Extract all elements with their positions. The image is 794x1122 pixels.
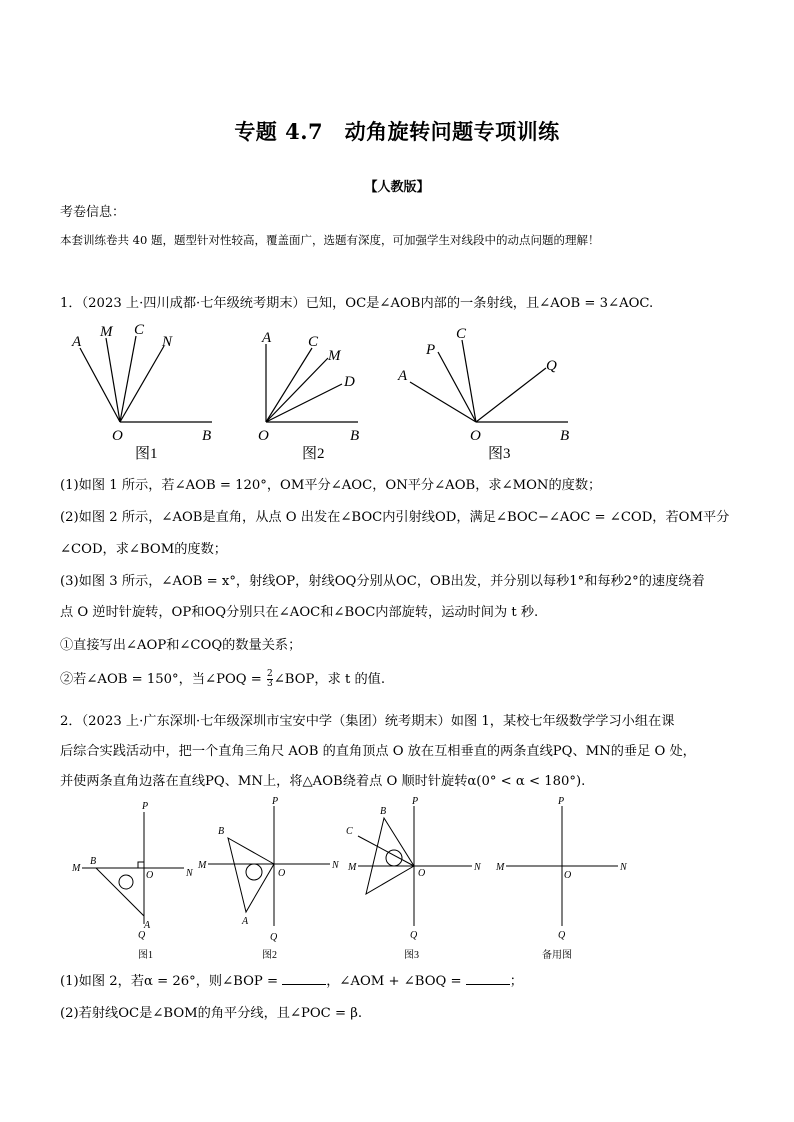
q2f3-label-m: M xyxy=(348,862,357,873)
q1f1-label-m: M xyxy=(100,324,113,340)
q2-figure-3 xyxy=(344,798,494,968)
q1f3-label-b: B xyxy=(560,428,570,444)
q2f2-label-o: O xyxy=(278,868,286,879)
question-1-stem: 1．（2023 上·四川成都·七年级统考期末）已知，OC是∠AOB内部的一条射线，且∠AOB = 3∠AOC. xyxy=(60,296,654,311)
q2f4-label-o: O xyxy=(564,870,572,881)
q1f1-label-b: B xyxy=(202,428,212,444)
answer-blank-1[interactable] xyxy=(282,972,326,985)
q2f2-label-q: Q xyxy=(270,932,278,943)
q1f2-label-a: A xyxy=(262,330,272,346)
q2f2-label-m: M xyxy=(198,860,207,871)
q2-part-1 xyxy=(60,972,523,992)
q2f2-label-a: A xyxy=(242,916,249,927)
q2f1-label-m: M xyxy=(72,863,81,874)
q2f3-caption: 图3 xyxy=(404,950,419,961)
q1-figure-1 xyxy=(60,318,230,462)
edition-label: 【人教版】 xyxy=(364,180,430,195)
q2-figure-backup xyxy=(494,798,634,968)
q2-part-1-middle: ，∠AOM + ∠BOQ = xyxy=(326,974,466,989)
q1f1-label-c: C xyxy=(134,322,145,338)
q2f1-label-q: Q xyxy=(138,930,146,941)
question-2-stem-line-2: 后综合实践活动中，把一个直角三角尺 AOB 的直角顶点 O 放在互相垂直的两条直线PQ、MN的垂足 O 处， xyxy=(60,744,696,759)
q2f2-label-p: P xyxy=(272,796,279,807)
q1f2-label-b: B xyxy=(350,428,360,444)
q2f2-label-n: N xyxy=(332,860,339,871)
q2f4-label-q: Q xyxy=(558,930,566,941)
q2-figure-2 xyxy=(196,798,346,968)
q1-part-1: (1)如图 1 所示，若∠AOB = 120°，OM平分∠AOC，ON平分∠AOB，求∠MON的度数； xyxy=(60,478,602,493)
q1-sub-2-suffix: ∠BOP，求 t 的值. xyxy=(273,672,386,687)
exam-info-label: 考卷信息： xyxy=(60,205,126,220)
q2-figure-1 xyxy=(68,798,198,968)
q2f4-caption: 备用图 xyxy=(542,950,572,961)
q1f1-caption: 图1 xyxy=(135,446,158,462)
q1f2-label-c: C xyxy=(308,334,319,350)
fraction-two-thirds xyxy=(267,670,273,689)
q2f3-label-c: C xyxy=(346,826,353,837)
question-2-stem-line-1: 2．（2023 上·广东深圳·七年级深圳市宝安中学（集团）统考期末）如图 1，某校七年级数学学习小组在课 xyxy=(60,714,675,729)
q1-part-2-line-1: (2)如图 2 所示，∠AOB是直角，从点 O 出发在∠BOC内引射线OD，满足∠BOC−∠AOC = ∠COD，若OM平分 xyxy=(60,510,730,525)
q1f1-label-n: N xyxy=(162,334,173,350)
q2f1-label-b: B xyxy=(90,856,97,867)
q1f3-label-q: Q xyxy=(546,358,557,374)
q2f4-label-n: N xyxy=(620,862,627,873)
q1-figure-2 xyxy=(250,318,380,462)
q2f1-caption: 图1 xyxy=(138,950,153,961)
q1-part-3-line-1: (3)如图 3 所示，∠AOB = x°，射线OP，射线OQ分别从OC，OB出发，并分别以每秒1°和每秒2°的速度绕着 xyxy=(60,574,705,589)
q1f3-caption: 图3 xyxy=(488,446,511,462)
q1f3-label-p: P xyxy=(426,342,436,358)
q1f2-label-o: O xyxy=(258,428,269,444)
q2f2-caption: 图2 xyxy=(262,950,277,961)
q1-part-2-line-2: ∠COD，求∠BOM的度数； xyxy=(60,542,227,557)
q2f4-label-p: P xyxy=(558,796,565,807)
q2f1-label-n: N xyxy=(186,868,193,879)
q1-sub-2-prefix: ②若∠AOB = 150°，当∠POQ = xyxy=(60,672,267,687)
exam-info-text: 本套训练卷共 40 题，题型针对性较高，覆盖面广，选题有深度，可加强学生对线段中的动点问题的理解！ xyxy=(60,233,600,247)
q1f3-label-c: C xyxy=(456,326,467,342)
q1f2-label-d: D xyxy=(344,374,355,390)
question-2-stem-line-3: 并使两条直角边落在直线PQ、MN上，将△AOB绕着点 O 顺时针旋转α(0° < α < 180°). xyxy=(60,774,586,789)
q1-part-3-line-2: 点 O 逆时针旋转，OP和OQ分别只在∠AOC和∠BOC内部旋转，运动时间为 t 秒. xyxy=(60,605,539,620)
q2f3-label-q: Q xyxy=(410,930,418,941)
q1-sub-2 xyxy=(60,670,385,690)
q2f1-label-o: O xyxy=(146,870,154,881)
q1f2-label-m: M xyxy=(328,348,341,364)
q1f1-label-o: O xyxy=(112,428,123,444)
q1-figure-3 xyxy=(396,318,586,462)
q2f3-label-n: N xyxy=(474,862,481,873)
page-title: 专题 4.7 动角旋转问题专项训练 xyxy=(234,119,560,144)
q2f3-label-p: P xyxy=(412,796,419,807)
q2f2-label-b: B xyxy=(218,826,225,837)
answer-blank-2[interactable] xyxy=(466,972,510,985)
q2f4-label-m: M xyxy=(496,862,505,873)
q2f3-label-o: O xyxy=(418,868,426,879)
q1f2-caption: 图2 xyxy=(302,446,325,462)
q2-part-2: (2)若射线OC是∠BOM的角平分线，且∠POC = β. xyxy=(60,1006,363,1021)
q2f1-label-a: A xyxy=(144,920,151,931)
q2f1-label-p: P xyxy=(142,801,149,812)
fraction-denominator: 3 xyxy=(267,679,273,689)
q1f1-label-a: A xyxy=(72,334,82,350)
fraction-numerator: 2 xyxy=(267,669,273,679)
q1f3-label-o: O xyxy=(470,428,481,444)
q2-part-1-suffix: ； xyxy=(509,974,523,989)
q2f3-label-b: B xyxy=(380,806,387,817)
q1f3-label-a: A xyxy=(398,368,408,384)
q2-part-1-prefix: (1)如图 2，若α = 26°，则∠BOP = xyxy=(60,974,283,989)
q1-sub-1: ①直接写出∠AOP和∠COQ的数量关系； xyxy=(60,638,302,653)
